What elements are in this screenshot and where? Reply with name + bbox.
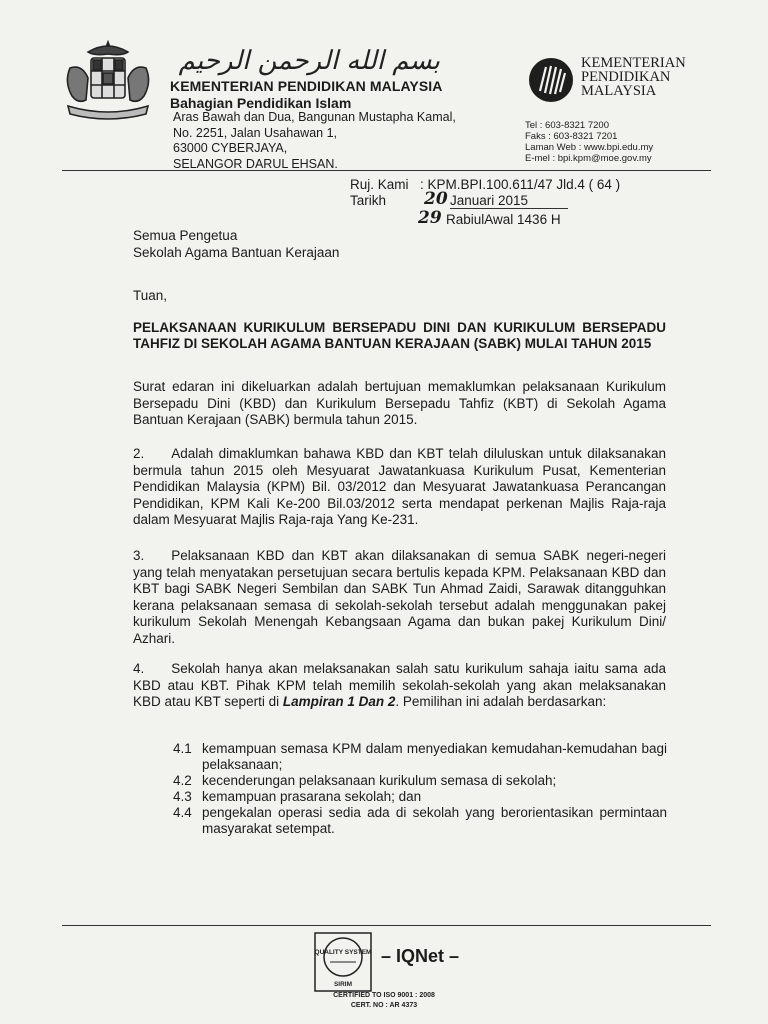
contact-block <box>525 120 653 164</box>
salutation: Tuan, <box>133 288 168 303</box>
address-line: 63000 CYBERJAYA, <box>173 141 288 155</box>
seal-text: SIRIM <box>333 981 353 988</box>
recipient-line: Semua Pengetua <box>133 228 238 243</box>
seal-text: QUALITY SYSTEM <box>314 949 372 956</box>
kpm-logo-line: KEMENTERIAN <box>581 55 686 71</box>
date-label: Tarikh <box>350 193 387 208</box>
paragraph-2: 2. Adalah dimaklumkan bahawa KBD dan KBT telah diluluskan untuk dilaksanakan bermula tahun 2015 oleh Mesyuarat Jawatankuasa Kurikulum Pusat, Kementerian Pendidikan Malaysia (KPM) Bil. 03/2012 dan Mesyuarat Jawatankuasa Perancangan Pendidikan, KPM Kali Ke-200 Bil.03/2012 serta mendapat perkenan Majlis Raja-raja dalam Mesyuarat Majlis Raja-raja Yang Ke-231. <box>133 446 666 527</box>
handwritten-hijri-day: 29 <box>418 208 442 228</box>
paragraph-4-text: . Pemilihan ini adalah berdasarkan: <box>395 694 607 709</box>
criteria-list <box>173 741 667 837</box>
list-item <box>173 773 667 789</box>
list-item-number: 4.2 <box>173 773 192 788</box>
certificate-number: CERT. NO : AR 4373 <box>350 1002 418 1009</box>
header-divider <box>62 170 711 171</box>
paragraph-intro: Surat edaran ini dikeluarkan adalah bertujuan memaklumkan pelaksanaan Kurikulum Bersepadu Dini (KBD) dan Kurikulum Bersepadu Tahfiz (KBT) di Sekolah Agama Bantuan Kerajaan (SABK) bermula tahun 2015. <box>133 379 666 427</box>
hijri-date: RabiulAwal 1436 H <box>446 212 561 227</box>
ref-number: : KPM.BPI.100.611/47 Jld.4 ( 64 ) <box>420 177 621 192</box>
ref-label: Ruj. Kami <box>350 177 409 192</box>
paragraph-3: 3. Pelaksanaan KBD dan KBT akan dilaksanakan di semua SABK negeri-negeri yang telah menyatakan persetujuan secara bertulis kepada KPM. Pelaksanaan KBD dan KBT bagi SABK Negeri Sembilan dan SABK Tun Ahmad Zaidi, Sarawak ditangguhkan kerana pelaksanaan semasa di sekolah-sekolah tersebut adalah menggunakan pakej kurikulum Sekolah Menengah Kebangsaan Agama dan bukan pakej Kurikulum Dini/ Azhari. <box>133 548 666 646</box>
division-name: Bahagian Pendidikan Islam <box>170 95 352 111</box>
list-item-text: kecenderungan pelaksanaan kurikulum semasa di sekolah; <box>202 773 557 788</box>
list-item-number: 4.3 <box>173 789 192 804</box>
sirim-quality-seal-icon <box>314 932 372 992</box>
iqnet-logo: – IQNet – <box>381 946 460 966</box>
malaysia-coat-of-arms-icon <box>58 38 158 124</box>
list-item-number: 4.1 <box>173 741 192 756</box>
kpm-logo-icon <box>528 57 574 103</box>
list-item-text: kemampuan prasarana sekolah; dan <box>202 789 422 804</box>
recipient-line: Sekolah Agama Bantuan Kerajaan <box>133 245 340 260</box>
list-item-text: kemampuan semasa KPM dalam menyediakan kemudahan-kemudahan bagi pelaksanaan; <box>202 741 667 772</box>
attachment-reference: Lampiran 1 Dan 2 <box>282 694 396 709</box>
address-line: SELANGOR DARUL EHSAN. <box>173 156 338 171</box>
kpm-logo-line: MALAYSIA <box>581 83 657 99</box>
jawi-bismillah: بسم الله الرحمن الرحيم <box>178 46 440 76</box>
kpm-logo-text <box>581 56 686 98</box>
address-line: Aras Bawah dan Dua, Bangunan Mustapha Kamal, <box>173 110 456 124</box>
address-line: No. 2251, Jalan Usahawan 1, <box>173 125 337 140</box>
date-month-year: Januari 2015 <box>450 193 568 209</box>
contact-email: E-mel : bpi.kpm@moe.gov.my <box>525 153 652 164</box>
iqnet-text: IQNet <box>396 946 445 966</box>
handwritten-date-day: 20 <box>424 189 448 209</box>
address-block <box>173 110 456 172</box>
list-item-text: pengekalan operasi sedia ada di sekolah yang berorientasikan permintaan masyarakat setempat. <box>202 805 667 836</box>
list-item-number: 4.4 <box>173 805 192 820</box>
contact-phone: Tel : 603-8321 7200 <box>525 120 609 131</box>
list-item <box>173 805 667 837</box>
kpm-logo-line: PENDIDIKAN <box>581 69 671 85</box>
iso-certification: CERTIFIED TO ISO 9001 : 2008 <box>333 992 435 999</box>
list-item <box>173 741 667 773</box>
paragraph-4-text: 4. Sekolah hanya akan melaksanakan salah satu kurikulum sahaja iaitu sama ada KBD atau KBT. Pihak KPM telah memilih sekolah-sekolah yang akan melaksanakan KBD atau KBT seperti di <box>133 661 666 709</box>
letter-subject: PELAKSANAAN KURIKULUM BERSEPADU DINI DAN KURIKULUM BERSEPADU TAHFIZ DI SEKOLAH AGAMA BANTUAN KERAJAAN (SABK) MULAI TAHUN 2015 <box>133 320 666 351</box>
contact-fax: Faks : 603-8321 7201 <box>525 131 618 142</box>
footer-divider <box>62 925 711 926</box>
paragraph-4 <box>133 661 666 711</box>
org-name: KEMENTERIAN PENDIDIKAN MALAYSIA <box>170 78 443 94</box>
list-item <box>173 789 667 805</box>
contact-website: Laman Web : www.bpi.edu.my <box>525 142 654 153</box>
